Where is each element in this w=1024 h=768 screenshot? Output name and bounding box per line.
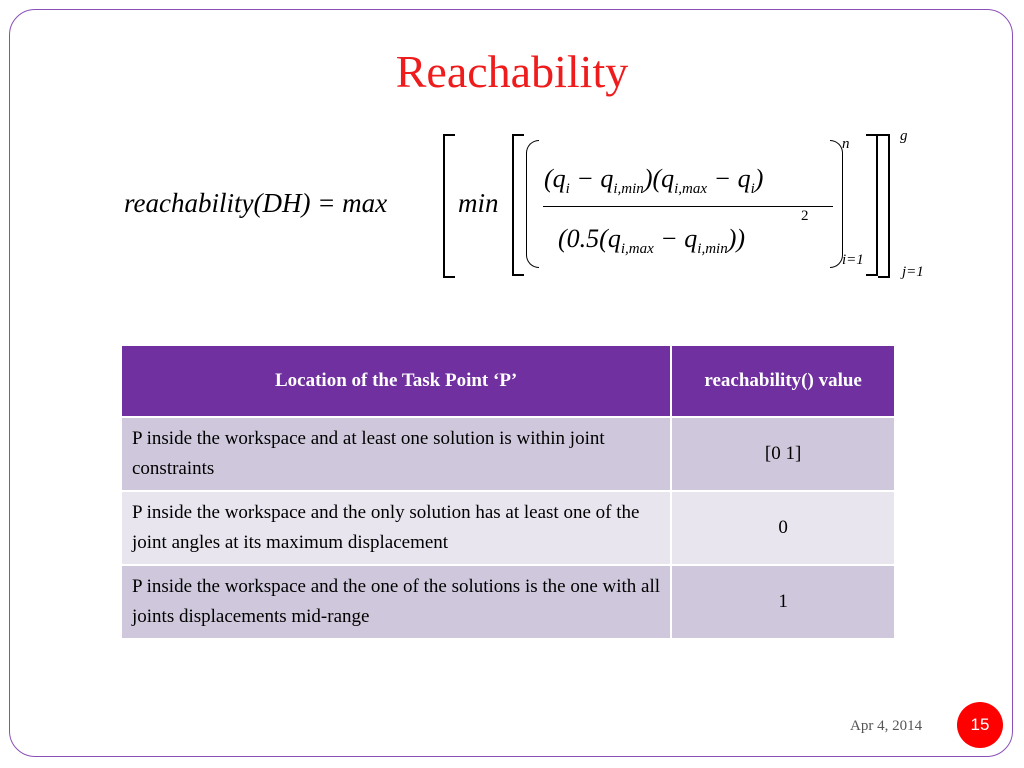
formula-min: min [458,188,499,218]
slide-date: Apr 4, 2014 [850,718,923,734]
outer-exponent: n [842,136,850,152]
reachability-table [120,344,896,640]
slide-title: Reachability [395,46,629,97]
table-row [121,491,895,565]
table-row [121,565,895,639]
inner-right-bracket [866,134,878,276]
inner-index: i=1 [842,252,864,268]
inner-left-bracket [512,134,524,276]
fraction-left-paren [526,140,539,268]
outer-right-bracket [878,134,890,278]
outer-left-bracket [443,134,455,278]
page-number-badge: 15 [957,702,1003,748]
outer-superscript: g [900,128,908,144]
row-location: P inside the workspace and the one of the solutions is the one with all joints displacements mid-range [121,565,671,639]
row-location: P inside the workspace and at least one solution is within joint constraints [121,417,671,491]
row-location: P inside the workspace and the only solution has at least one of the joint angles at its maximum displacement [121,491,671,565]
row-value: 0 [671,491,895,565]
denominator-exponent: 2 [801,208,809,224]
outer-index: j=1 [902,264,924,280]
reachability-formula [118,128,938,293]
table-header-row [121,345,895,417]
table-row [121,417,895,491]
row-value: [0 1] [671,417,895,491]
header-value: reachability() value [671,345,895,417]
fraction-bar [543,206,833,207]
header-location: Location of the Task Point ‘P’ [121,345,671,417]
row-value: 1 [671,565,895,639]
formula-lhs: reachability(DH) = max [124,188,388,218]
fraction-right-paren [830,140,843,268]
formula-numerator: $(q_i - q_{i,min})(q_{i,max} - q_i)$ [544,164,764,198]
formula-denominator: $(0.5(q_{i,max} - q_{i,min}))$ [558,224,746,258]
